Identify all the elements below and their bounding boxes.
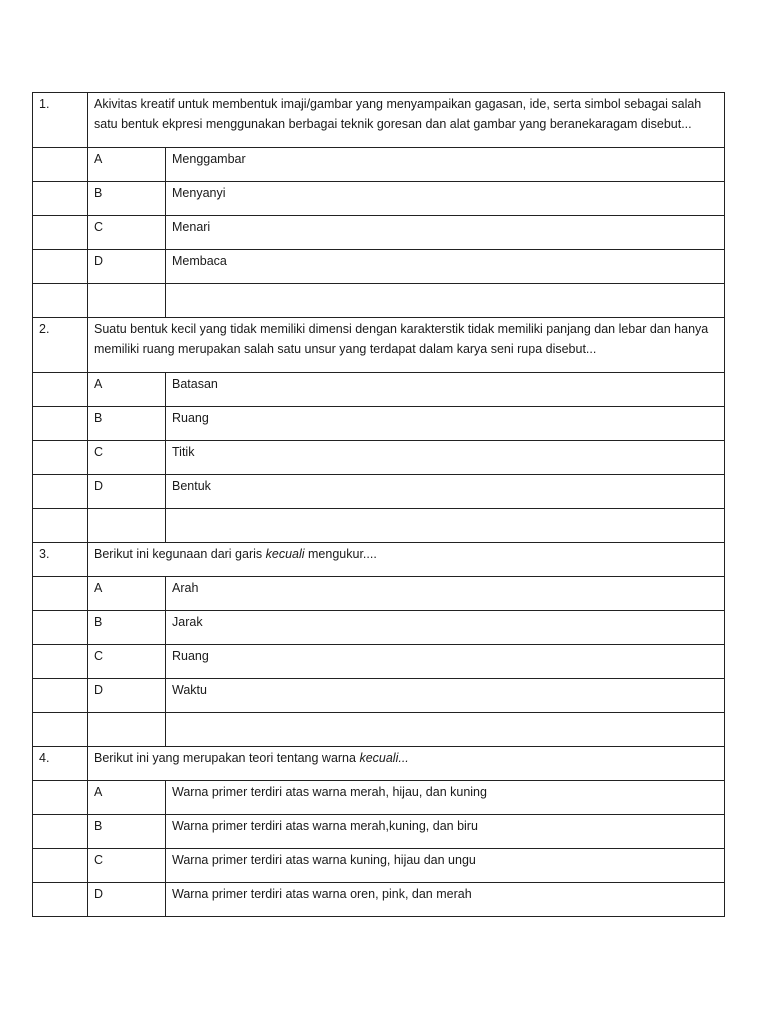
option-spacer-cell — [33, 216, 88, 250]
option-spacer-cell — [33, 679, 88, 713]
option-letter: B — [88, 407, 166, 441]
blank-cell — [33, 713, 88, 747]
question-text — [88, 747, 725, 781]
option-row — [33, 611, 725, 645]
question-row — [33, 93, 725, 148]
option-text: Bentuk — [166, 475, 725, 509]
question-text — [88, 93, 725, 148]
option-letter: D — [88, 883, 166, 917]
question-text-emphasis: kecuali — [265, 547, 305, 561]
question-row — [33, 318, 725, 373]
option-row — [33, 407, 725, 441]
option-text: Warna primer terdiri atas warna kuning, hijau dan ungu — [166, 849, 725, 883]
option-letter: C — [88, 849, 166, 883]
option-spacer-cell — [33, 849, 88, 883]
option-text: Membaca — [166, 250, 725, 284]
question-number: 1. — [33, 93, 88, 148]
quiz-table — [32, 92, 725, 917]
option-letter: B — [88, 815, 166, 849]
option-spacer-cell — [33, 475, 88, 509]
option-text: Titik — [166, 441, 725, 475]
option-row — [33, 182, 725, 216]
question-number: 2. — [33, 318, 88, 373]
option-spacer-cell — [33, 781, 88, 815]
option-row — [33, 148, 725, 182]
question-number: 4. — [33, 747, 88, 781]
option-letter: A — [88, 373, 166, 407]
quiz-table-body — [33, 93, 725, 917]
option-row — [33, 679, 725, 713]
option-letter: B — [88, 182, 166, 216]
question-text-emphasis: kecuali... — [359, 751, 409, 765]
option-letter: C — [88, 441, 166, 475]
option-row — [33, 373, 725, 407]
question-text-part: mengukur.... — [304, 547, 377, 561]
blank-cell — [166, 713, 725, 747]
option-text: Menggambar — [166, 148, 725, 182]
blank-row — [33, 509, 725, 543]
option-text: Arah — [166, 577, 725, 611]
option-spacer-cell — [33, 645, 88, 679]
option-text: Menari — [166, 216, 725, 250]
option-text: Jarak — [166, 611, 725, 645]
blank-cell — [88, 509, 166, 543]
question-text — [88, 318, 725, 373]
option-spacer-cell — [33, 577, 88, 611]
question-text-part: Berikut ini yang merupakan teori tentang warna — [94, 751, 360, 765]
blank-cell — [88, 284, 166, 318]
option-text: Ruang — [166, 645, 725, 679]
option-letter: A — [88, 577, 166, 611]
option-spacer-cell — [33, 182, 88, 216]
blank-cell — [33, 509, 88, 543]
question-number: 3. — [33, 543, 88, 577]
question-text-part: Akivitas kreatif untuk membentuk imaji/gambar yang menyampaikan gagasan, ide, serta simbol sebagai salah satu bentuk ekpresi menggunakan berbagai teknik goresan dan alat gambar yang beranekaragam disebut... — [94, 97, 702, 131]
option-row — [33, 250, 725, 284]
question-row — [33, 747, 725, 781]
option-spacer-cell — [33, 441, 88, 475]
option-text: Batasan — [166, 373, 725, 407]
question-row — [33, 543, 725, 577]
option-text: Warna primer terdiri atas warna oren, pink, dan merah — [166, 883, 725, 917]
blank-cell — [166, 509, 725, 543]
option-row — [33, 815, 725, 849]
blank-cell — [166, 284, 725, 318]
option-text: Menyanyi — [166, 182, 725, 216]
option-spacer-cell — [33, 407, 88, 441]
option-spacer-cell — [33, 883, 88, 917]
option-spacer-cell — [33, 148, 88, 182]
option-row — [33, 781, 725, 815]
option-text: Ruang — [166, 407, 725, 441]
option-letter: A — [88, 781, 166, 815]
blank-row — [33, 284, 725, 318]
option-text: Warna primer terdiri atas warna merah,kuning, dan biru — [166, 815, 725, 849]
option-letter: A — [88, 148, 166, 182]
option-row — [33, 883, 725, 917]
option-spacer-cell — [33, 250, 88, 284]
option-spacer-cell — [33, 373, 88, 407]
question-text-part: Suatu bentuk kecil yang tidak memiliki dimensi dengan karakterstik tidak memiliki panjang dan lebar dan hanya memiliki ruang merupakan salah satu unsur yang terdapat dalam karya seni rupa disebut... — [94, 322, 709, 356]
blank-cell — [33, 284, 88, 318]
option-letter: D — [88, 475, 166, 509]
option-letter: D — [88, 250, 166, 284]
option-row — [33, 849, 725, 883]
option-spacer-cell — [33, 815, 88, 849]
option-letter: B — [88, 611, 166, 645]
option-row — [33, 577, 725, 611]
option-text: Warna primer terdiri atas warna merah, hijau, dan kuning — [166, 781, 725, 815]
question-text-part: Berikut ini kegunaan dari garis — [94, 547, 266, 561]
option-letter: D — [88, 679, 166, 713]
option-row — [33, 441, 725, 475]
option-row — [33, 645, 725, 679]
blank-cell — [88, 713, 166, 747]
option-row — [33, 216, 725, 250]
question-text — [88, 543, 725, 577]
option-letter: C — [88, 645, 166, 679]
option-spacer-cell — [33, 611, 88, 645]
blank-row — [33, 713, 725, 747]
option-text: Waktu — [166, 679, 725, 713]
option-row — [33, 475, 725, 509]
option-letter: C — [88, 216, 166, 250]
